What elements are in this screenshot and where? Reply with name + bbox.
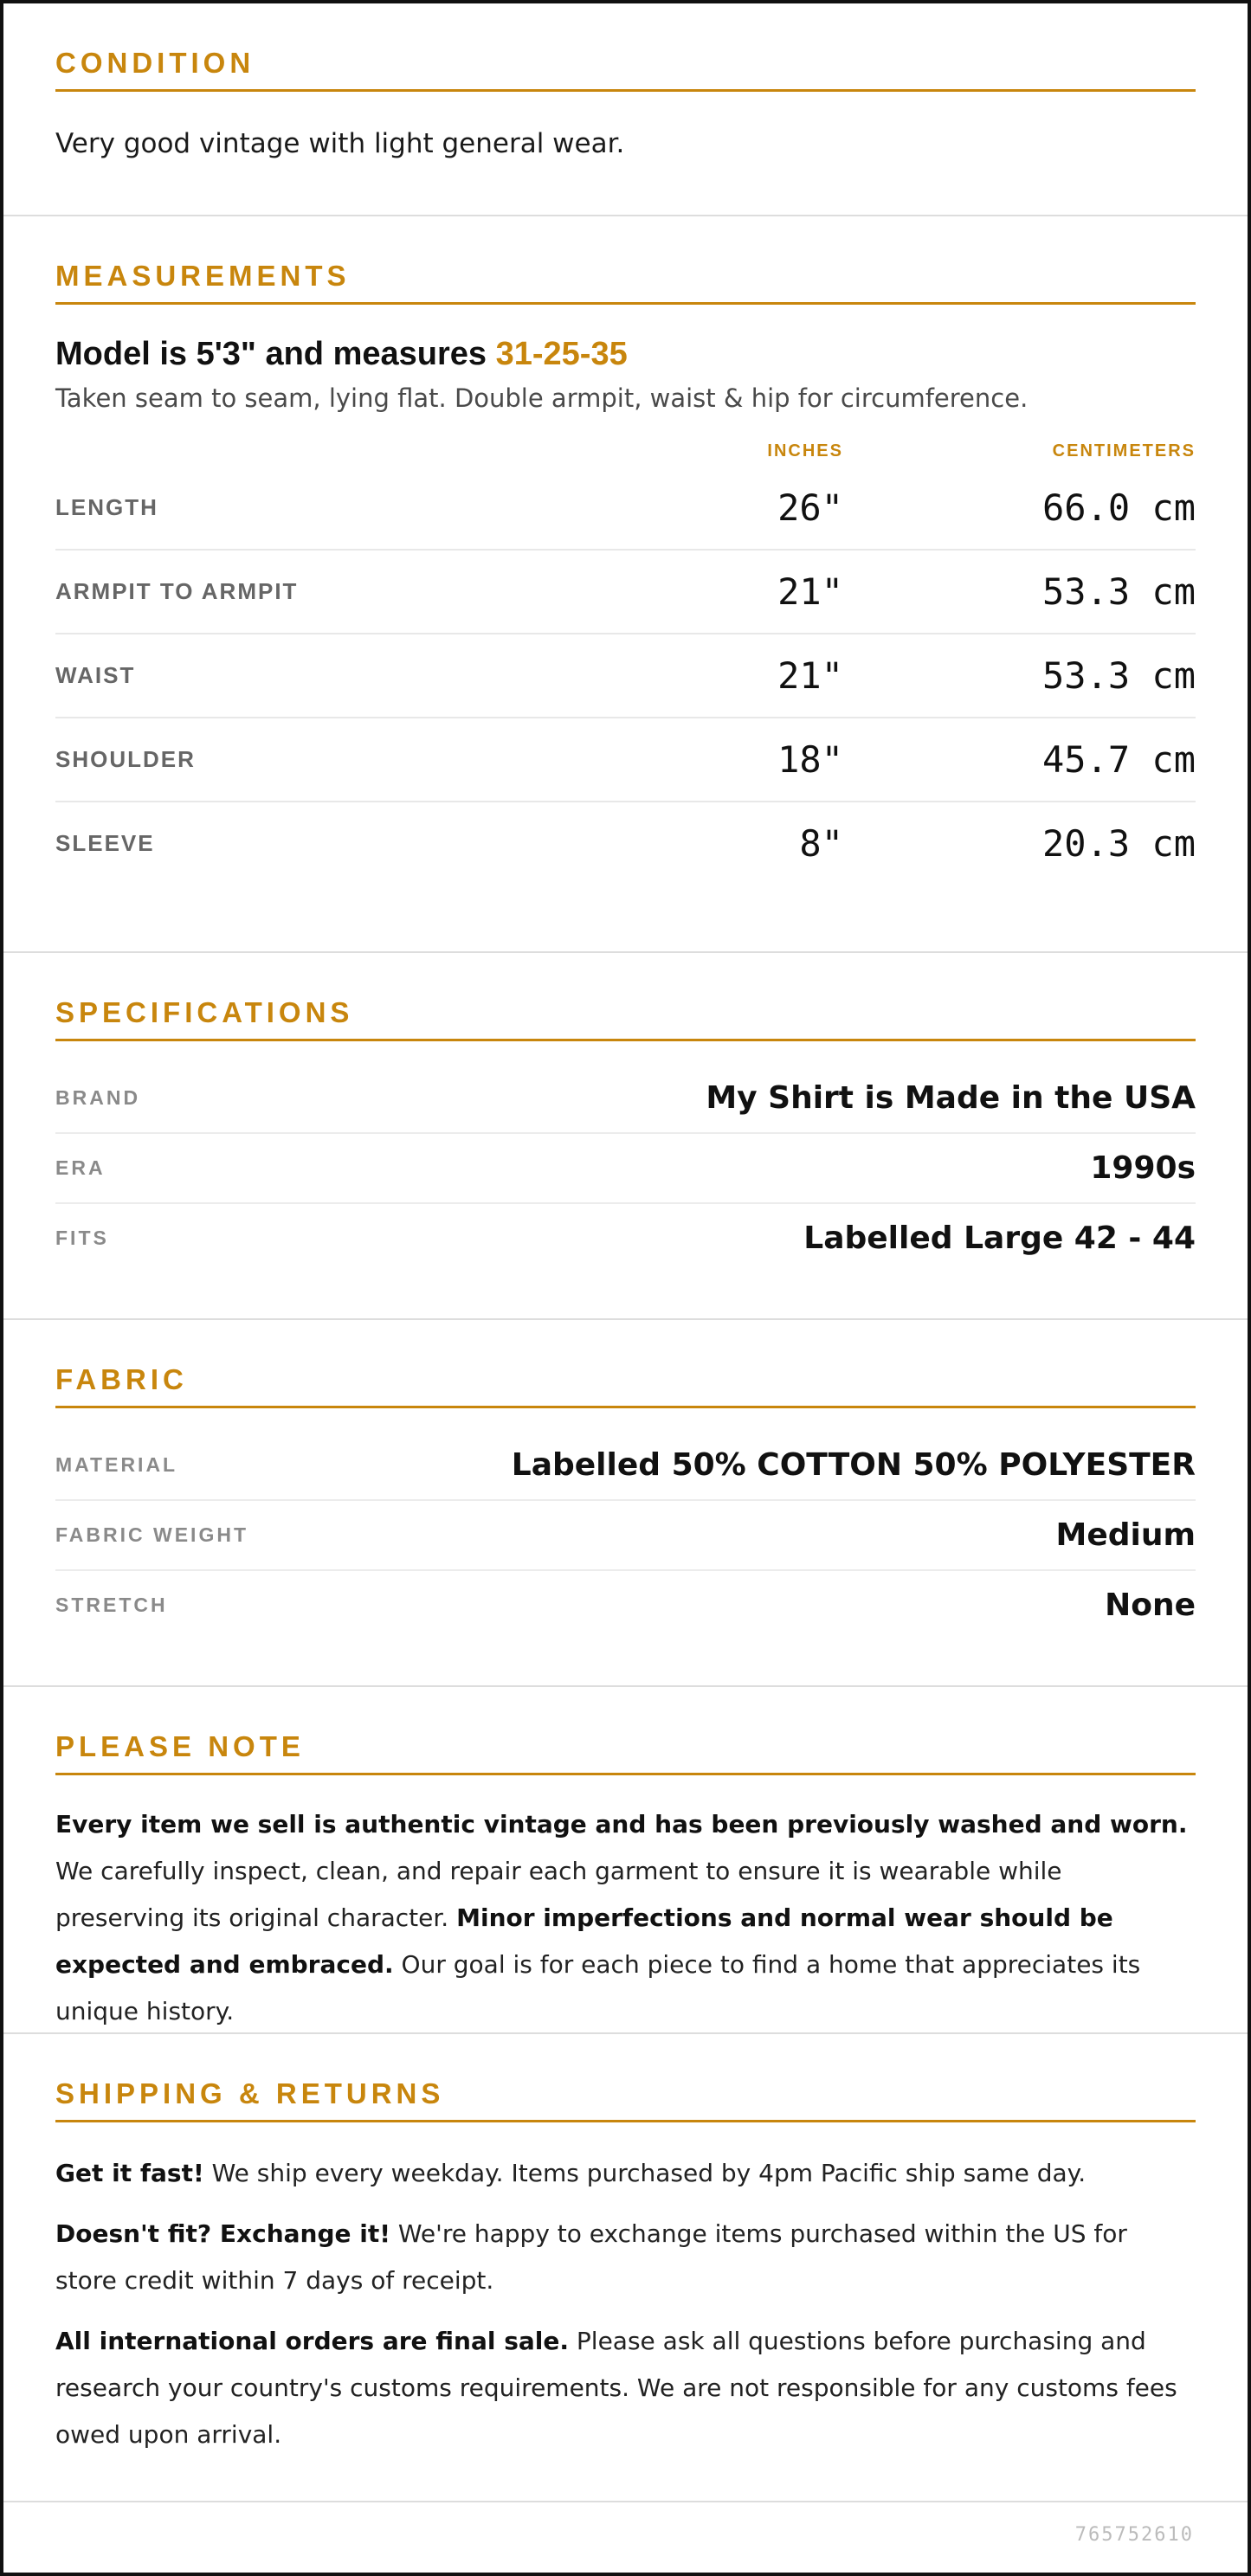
measurement-row-sleeve xyxy=(55,802,1196,885)
shipping-bold: Doesn't fit? Exchange it! xyxy=(55,2219,390,2248)
shipping-text: Please ask all questions before purchasing and research your country's customs requirements. We are not responsible for any customs fees owed upon arrival. xyxy=(55,2327,1177,2449)
fabric-row-stretch xyxy=(55,1571,1196,1639)
measurement-row-waist xyxy=(55,634,1196,718)
fabric-list xyxy=(55,1431,1196,1639)
centimeters-header: CENTIMETERS xyxy=(1052,441,1196,460)
note-text-1: We carefully inspect, clean, and repair each garment to ensure it is wearable while preserving its original character. xyxy=(55,1857,1062,1932)
spec-label: ERA xyxy=(55,1156,106,1179)
fabric-row-weight xyxy=(55,1501,1196,1571)
model-value: 31-25-35 xyxy=(495,336,628,372)
measurement-cm: 45.7 cm xyxy=(1041,738,1196,781)
shipping-title: SHIPPING & RETURNS xyxy=(55,2079,1196,2122)
measurement-inches: 21" xyxy=(777,570,843,613)
shipping-returns-section xyxy=(3,2034,1248,2502)
measurement-cm: 66.0 cm xyxy=(1041,486,1196,529)
fabric-row-material xyxy=(55,1431,1196,1501)
measurements-header xyxy=(55,435,1196,467)
shipping-bold: All international orders are final sale. xyxy=(55,2327,570,2355)
specifications-title: SPECIFICATIONS xyxy=(55,998,1196,1041)
shipping-bold: Get it fast! xyxy=(55,2159,204,2187)
spec-label: FITS xyxy=(55,1227,109,1249)
shipping-paragraph-international xyxy=(55,2318,1196,2458)
measurement-inches: 26" xyxy=(777,486,843,529)
inches-header: INCHES xyxy=(767,441,843,460)
measurement-inches: 18" xyxy=(777,738,843,781)
measurements-table xyxy=(55,435,1196,885)
measurement-inches: 8" xyxy=(799,822,843,865)
model-prefix: Model is 5'3" and measures xyxy=(55,336,496,372)
measurement-cm: 53.3 cm xyxy=(1041,654,1196,697)
spec-row-fits xyxy=(55,1204,1196,1272)
spec-row-brand xyxy=(55,1064,1196,1134)
measurement-row-shoulder xyxy=(55,718,1196,802)
specifications-list xyxy=(55,1064,1196,1272)
please-note-title: PLEASE NOTE xyxy=(55,1732,1196,1775)
measurement-label: WAIST xyxy=(55,662,136,688)
condition-text: Very good vintage with light general wear. xyxy=(55,128,625,159)
measurement-label: SLEEVE xyxy=(55,830,155,856)
fabric-label: MATERIAL xyxy=(55,1453,178,1476)
fabric-value: Labelled 50% COTTON 50% POLYESTER xyxy=(511,1447,1196,1483)
fabric-label: STRETCH xyxy=(55,1594,168,1616)
spec-value: My Shirt is Made in the USA xyxy=(706,1080,1196,1116)
fabric-section xyxy=(3,1320,1248,1687)
fabric-value: Medium xyxy=(1055,1517,1196,1553)
note-text-2: Our goal is for each piece to find a home that appreciates its unique history. xyxy=(55,1950,1141,2025)
note-bold-1: Every item we sell is authentic vintage and has been previously washed and worn. xyxy=(55,1810,1188,1839)
shipping-text: We ship every weekday. Items purchased by 4pm Pacific ship same day. xyxy=(203,2159,1087,2187)
model-measurements xyxy=(55,336,1196,373)
please-note-text xyxy=(55,1801,1196,2035)
measurement-inches: 21" xyxy=(777,654,843,697)
measurement-label: LENGTH xyxy=(55,494,158,520)
product-id: 765752610 xyxy=(1074,2524,1194,2546)
fabric-value: None xyxy=(1105,1587,1196,1623)
measurement-cm: 53.3 cm xyxy=(1041,570,1196,613)
shipping-paragraph-fast xyxy=(55,2150,1196,2197)
condition-title: CONDITION xyxy=(55,48,1196,92)
spec-row-era xyxy=(55,1134,1196,1204)
measurements-title: MEASUREMENTS xyxy=(55,261,1196,305)
spec-value: Labelled Large 42 - 44 xyxy=(803,1220,1196,1256)
shipping-text: We're happy to exchange items purchased within the US for store credit within 7 days of receipt. xyxy=(55,2219,1127,2295)
measurement-instructions: Taken seam to seam, lying flat. Double armpit, waist & hip for circumference. xyxy=(55,383,1029,413)
measurements-section xyxy=(3,216,1248,953)
fabric-label: FABRIC WEIGHT xyxy=(55,1523,248,1546)
measurement-label: ARMPIT TO ARMPIT xyxy=(55,578,299,604)
measurement-row-length xyxy=(55,467,1196,551)
spec-value: 1990s xyxy=(1090,1150,1196,1186)
measurement-label: SHOULDER xyxy=(55,746,196,772)
fabric-title: FABRIC xyxy=(55,1365,1196,1408)
condition-section xyxy=(3,3,1248,216)
spec-label: BRAND xyxy=(55,1086,141,1109)
measurement-cm: 20.3 cm xyxy=(1041,822,1196,865)
measurement-row-armpit xyxy=(55,551,1196,634)
note-bold-2: Minor imperfections and normal wear should be expected and embraced. xyxy=(55,1903,1113,1979)
specifications-section xyxy=(3,953,1248,1320)
shipping-paragraph-exchange xyxy=(55,2211,1196,2304)
please-note-section xyxy=(3,1687,1248,2034)
